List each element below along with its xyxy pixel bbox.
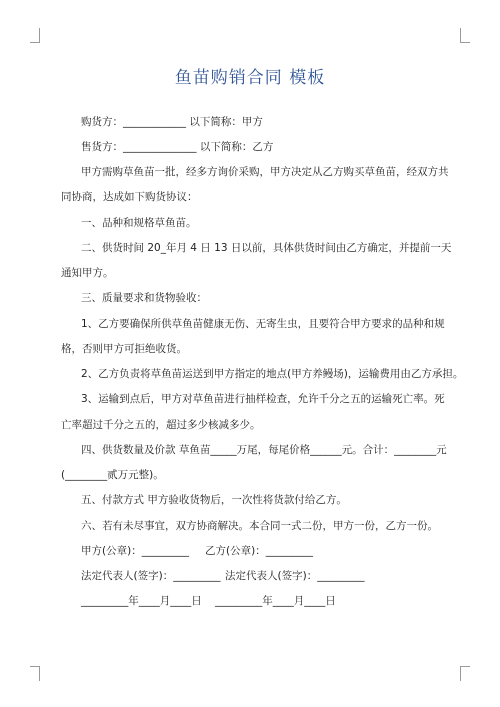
party-b-date: _________年____月____日: [215, 595, 336, 607]
clause-3-item-1-line-2: 格，否则甲方可拒绝收货。: [61, 343, 187, 355]
crop-mark-top-left: [30, 28, 40, 43]
seller-line: 售货方：______________ 以下简称：乙方: [81, 141, 274, 153]
party-a-date: _________年____月____日: [81, 595, 202, 607]
crop-mark-top-right: [460, 28, 470, 43]
intro-paragraph-line-2: 同协商，达成如下购货协议：: [61, 191, 198, 203]
document-title: 鱼苗购销合同 模板: [174, 68, 326, 88]
clause-6: 六、若有未尽事宜，双方协商解决。本合同一式二份，甲方一份，乙方一份。: [81, 520, 438, 532]
clause-3-item-3-line-2: 亡率超过千分之五的，超过多少核减多少。: [61, 419, 261, 431]
clause-3-heading: 三、质量要求和货物验收：: [81, 292, 207, 304]
intro-paragraph-line-1: 甲方需购草鱼苗一批，经多方询价采购，甲方决定从乙方购买草鱼苗，经双方共: [81, 166, 449, 178]
crop-mark-bottom-left: [30, 666, 40, 681]
clause-2-line-2: 通知甲方。: [61, 267, 114, 279]
clause-3-item-2: 2、乙方负责将草鱼苗运送到甲方指定的地点(甲方养鳗场)，运输费用由乙方承担。: [81, 368, 464, 380]
clause-4-line-2: (________贰万元整)。: [61, 469, 164, 481]
clause-3-item-1-line-1: 1、乙方要确保所供草鱼苗健康无伤、无寄生虫，且要符合甲方要求的品种和规: [81, 318, 445, 330]
clause-4-line-1: 四、供货数量及价款 草鱼苗_____万尾，每尾价格______元。合计：________元: [81, 444, 447, 456]
buyer-line: 购货方：____________ 以下简称：甲方: [81, 116, 263, 128]
clause-2-line-1: 二、供货时间 20_年月 4 日 13 日以前，具体供货时间由乙方确定，并提前一天: [81, 242, 452, 254]
clause-3-item-3-line-1: 3、运输到点后，甲方对草鱼苗进行抽样检查，允许千分之五的运输死亡率。死: [81, 393, 445, 405]
party-a-representative: 法定代表人(签字)：_________: [81, 570, 221, 582]
crop-mark-bottom-right: [460, 666, 470, 681]
clause-1: 一、品种和规格草鱼苗。: [81, 217, 197, 229]
party-b-seal: 乙方(公章)：_________: [205, 545, 313, 557]
party-a-seal: 甲方(公章)：_________: [81, 545, 189, 557]
party-b-representative: 法定代表人(签字)：_________: [225, 570, 365, 582]
clause-5: 五、付款方式 甲方验收货物后，一次性将货款付给乙方。: [81, 494, 347, 506]
